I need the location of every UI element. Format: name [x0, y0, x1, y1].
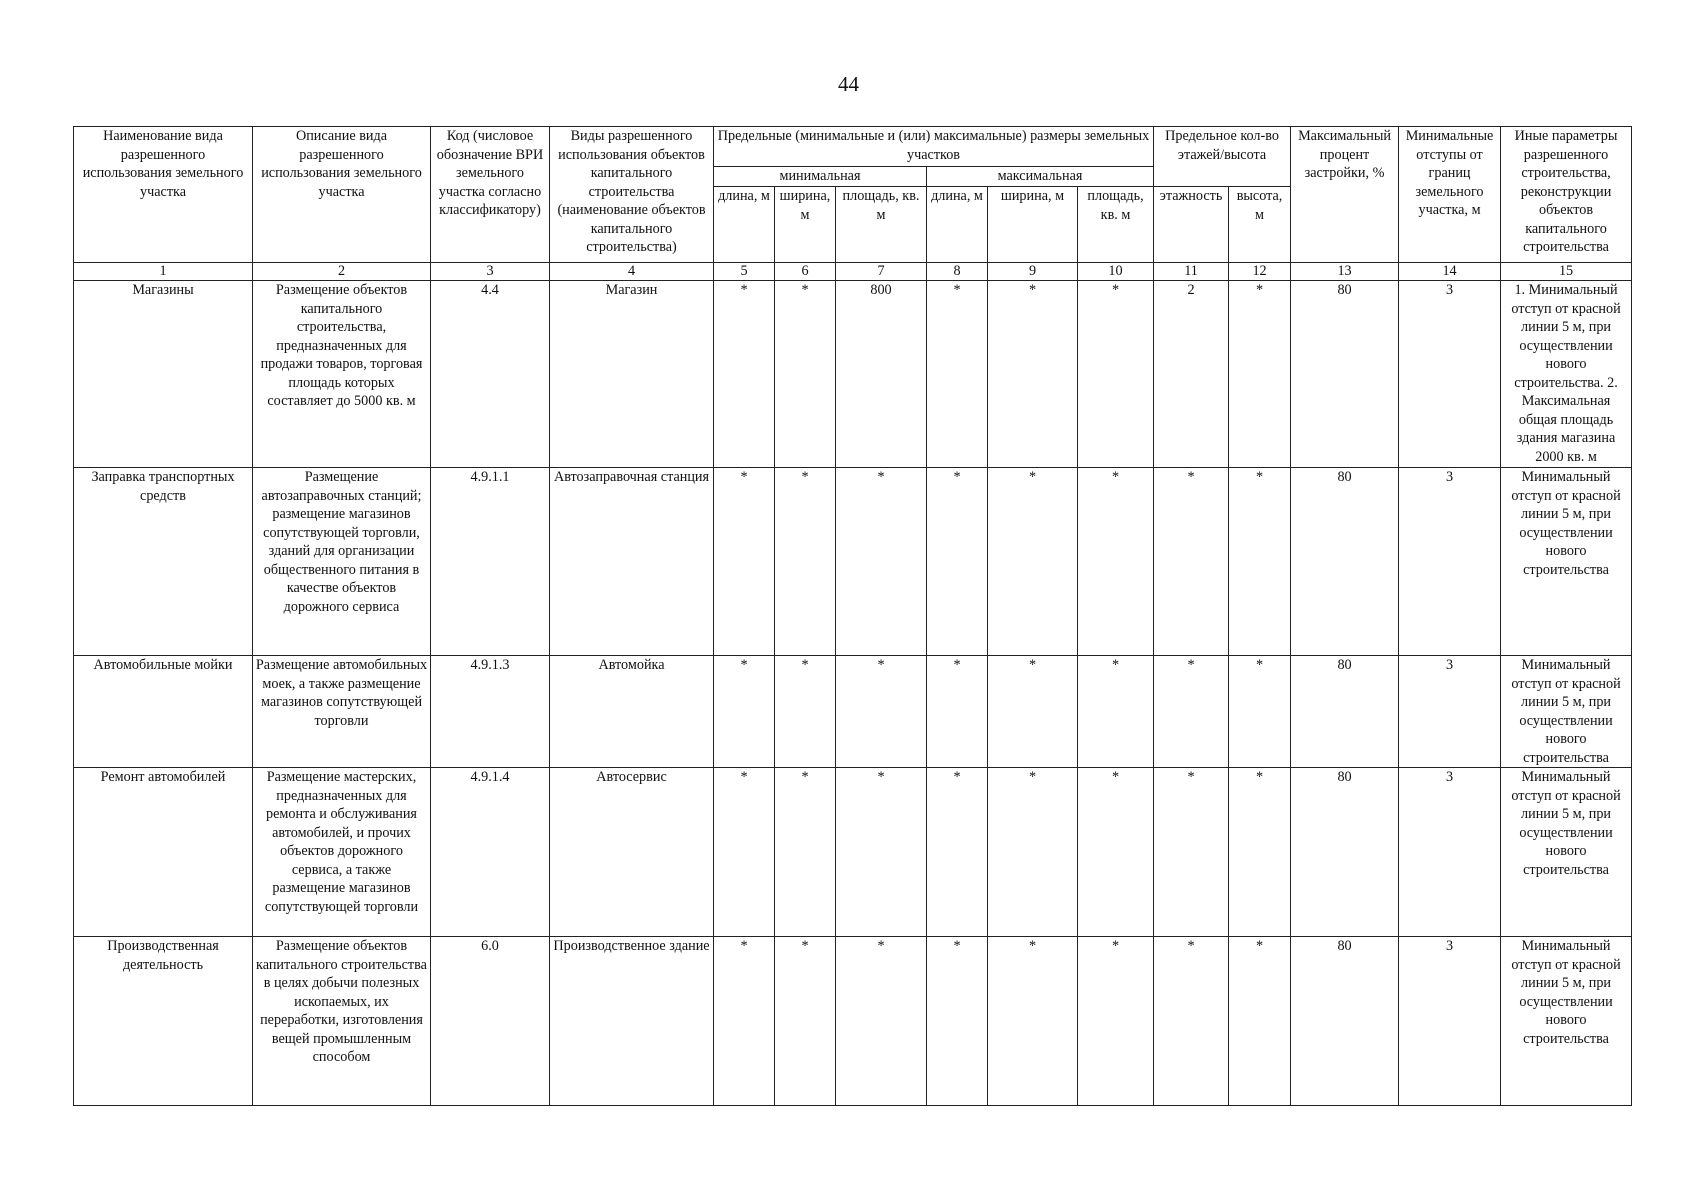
cell-max-width: *: [988, 937, 1078, 1106]
column-number: 13: [1291, 263, 1399, 281]
cell-max-width: *: [988, 768, 1078, 937]
column-number: 15: [1501, 263, 1632, 281]
cell-building-percent: 80: [1291, 281, 1399, 468]
cell-min-width: *: [775, 281, 836, 468]
cell-description: Размещение автозаправочных станций; размещение магазинов сопутствующей торговли, зданий для организации общественного питания в качестве объектов дорожного сервиса: [253, 468, 431, 656]
cell-code: 4.4: [431, 281, 550, 468]
header-minimum: минимальная: [714, 167, 927, 187]
header-other-parameters: Иные параметры разрешенного строительства, реконструкции объектов капитального строительства: [1501, 127, 1632, 263]
header-plot-size-limits: Предельные (минимальные и (или) максимальные) размеры земельных участков: [714, 127, 1154, 167]
cell-max-length: *: [927, 281, 988, 468]
cell-building-percent: 80: [1291, 768, 1399, 937]
cell-building-percent: 80: [1291, 468, 1399, 656]
cell-min-area: 800: [836, 281, 927, 468]
column-number: 8: [927, 263, 988, 281]
cell-description: Размещение мастерских, предназначенных для ремонта и обслуживания автомобилей, и прочих объектов дорожного сервиса, а также размещение магазинов сопутствующей торговли: [253, 768, 431, 937]
header-maximum: максимальная: [927, 167, 1154, 187]
cell-max-area: *: [1078, 281, 1154, 468]
cell-min-area: *: [836, 468, 927, 656]
cell-code: 6.0: [431, 937, 550, 1106]
cell-max-length: *: [927, 656, 988, 768]
cell-setback: 3: [1399, 937, 1501, 1106]
cell-height: *: [1229, 656, 1291, 768]
cell-use-name: Магазины: [74, 281, 253, 468]
cell-min-length: *: [714, 937, 775, 1106]
column-number: 14: [1399, 263, 1501, 281]
cell-max-area: *: [1078, 656, 1154, 768]
cell-use-name: Заправка транспортных средств: [74, 468, 253, 656]
cell-description: Размещение объектов капитального строительства в целях добычи полезных ископаемых, их переработки, изготовления вещей промышленным способом: [253, 937, 431, 1106]
cell-other-params: 1. Минимальный отступ от красной линии 5 м, при осуществлении нового строительства. 2. Максимальная общая площадь здания магазина 2000 кв. м: [1501, 281, 1632, 468]
zoning-parameters-table: [73, 126, 1632, 1106]
cell-min-area: *: [836, 768, 927, 937]
table-row: [74, 281, 1632, 468]
cell-other-params: Минимальный отступ от красной линии 5 м, при осуществлении нового строительства: [1501, 937, 1632, 1106]
cell-max-width: *: [988, 656, 1078, 768]
column-number: 4: [550, 263, 714, 281]
table-row: [74, 768, 1632, 937]
column-number: 3: [431, 263, 550, 281]
header-max-width: ширина, м: [988, 187, 1078, 263]
cell-min-length: *: [714, 468, 775, 656]
header-min-length: длина, м: [714, 187, 775, 263]
header-permitted-use-name: Наименование вида разрешенного использования земельного участка: [74, 127, 253, 263]
cell-code: 4.9.1.3: [431, 656, 550, 768]
column-number: 9: [988, 263, 1078, 281]
header-min-area: площадь, кв. м: [836, 187, 927, 263]
column-number: 11: [1154, 263, 1229, 281]
header-code: Код (числовое обозначение ВРИ земельного участка согласно классификатору): [431, 127, 550, 263]
column-number: 7: [836, 263, 927, 281]
cell-other-params: Минимальный отступ от красной линии 5 м, при осуществлении нового строительства: [1501, 656, 1632, 768]
cell-use-name: Производственная деятельность: [74, 937, 253, 1106]
cell-min-width: *: [775, 468, 836, 656]
header-max-building-percent: Максимальный процент застройки, %: [1291, 127, 1399, 263]
cell-object-type: Автозаправочная станция: [550, 468, 714, 656]
cell-use-name: Автомобильные мойки: [74, 656, 253, 768]
cell-max-length: *: [927, 768, 988, 937]
header-max-length: длина, м: [927, 187, 988, 263]
cell-floors: *: [1154, 468, 1229, 656]
column-number: 1: [74, 263, 253, 281]
cell-floors: *: [1154, 656, 1229, 768]
column-number: 2: [253, 263, 431, 281]
cell-height: *: [1229, 468, 1291, 656]
table-row: [74, 468, 1632, 656]
cell-floors: 2: [1154, 281, 1229, 468]
cell-max-width: *: [988, 468, 1078, 656]
cell-code: 4.9.1.4: [431, 768, 550, 937]
header-max-area: площадь, кв. м: [1078, 187, 1154, 263]
page-number: 44: [838, 72, 859, 96]
column-number: 6: [775, 263, 836, 281]
table-row: [74, 656, 1632, 768]
header-capital-object-types: Виды разрешенного использования объектов капитального строительства (наименование объектов капитального строительства): [550, 127, 714, 263]
cell-min-width: *: [775, 768, 836, 937]
cell-setback: 3: [1399, 768, 1501, 937]
cell-object-type: Автомойка: [550, 656, 714, 768]
cell-min-width: *: [775, 937, 836, 1106]
cell-setback: 3: [1399, 468, 1501, 656]
cell-min-area: *: [836, 937, 927, 1106]
column-number: 12: [1229, 263, 1291, 281]
cell-description: Размещение объектов капитального строительства, предназначенных для продажи товаров, торговая площадь которых составляет до 5000 кв. м: [253, 281, 431, 468]
cell-min-area: *: [836, 656, 927, 768]
cell-max-length: *: [927, 937, 988, 1106]
column-number: 5: [714, 263, 775, 281]
cell-object-type: Производственное здание: [550, 937, 714, 1106]
cell-height: *: [1229, 768, 1291, 937]
cell-max-area: *: [1078, 468, 1154, 656]
cell-height: *: [1229, 281, 1291, 468]
cell-setback: 3: [1399, 281, 1501, 468]
cell-min-length: *: [714, 281, 775, 468]
cell-min-length: *: [714, 656, 775, 768]
cell-object-type: Автосервис: [550, 768, 714, 937]
header-min-width: ширина, м: [775, 187, 836, 263]
cell-height: *: [1229, 937, 1291, 1106]
header-floors-height: Предельное кол-во этажей/высота: [1154, 127, 1291, 187]
header-floor-count: этажность: [1154, 187, 1229, 263]
cell-max-length: *: [927, 468, 988, 656]
cell-description: Размещение автомобильных моек, а также размещение магазинов сопутствующей торговли: [253, 656, 431, 768]
cell-building-percent: 80: [1291, 937, 1399, 1106]
column-number: 10: [1078, 263, 1154, 281]
header-height: высота, м: [1229, 187, 1291, 263]
cell-max-width: *: [988, 281, 1078, 468]
cell-object-type: Магазин: [550, 281, 714, 468]
cell-max-area: *: [1078, 937, 1154, 1106]
cell-use-name: Ремонт автомобилей: [74, 768, 253, 937]
cell-other-params: Минимальный отступ от красной линии 5 м, при осуществлении нового строительства: [1501, 768, 1632, 937]
cell-setback: 3: [1399, 656, 1501, 768]
cell-max-area: *: [1078, 768, 1154, 937]
cell-floors: *: [1154, 937, 1229, 1106]
cell-floors: *: [1154, 768, 1229, 937]
cell-min-width: *: [775, 656, 836, 768]
cell-building-percent: 80: [1291, 656, 1399, 768]
cell-code: 4.9.1.1: [431, 468, 550, 656]
header-use-description: Описание вида разрешенного использования земельного участка: [253, 127, 431, 263]
cell-min-length: *: [714, 768, 775, 937]
header-min-setbacks: Минимальные отступы от границ земельного участка, м: [1399, 127, 1501, 263]
cell-other-params: Минимальный отступ от красной линии 5 м, при осуществлении нового строительства: [1501, 468, 1632, 656]
table-row: [74, 937, 1632, 1106]
